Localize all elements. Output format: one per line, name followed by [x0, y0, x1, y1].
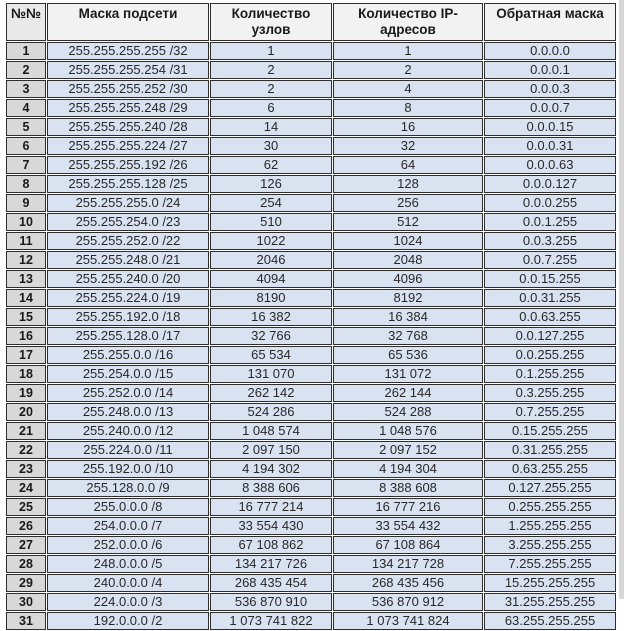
subnet-mask: 254.0.0.0 /7 — [47, 517, 209, 535]
wildcard-mask: 7.255.255.255 — [484, 555, 616, 573]
wildcard-mask: 63.255.255.255 — [484, 612, 616, 630]
host-count: 1 — [210, 42, 332, 60]
wildcard-mask: 0.0.31.255 — [484, 289, 616, 307]
header-row-number — [6, 3, 46, 41]
row-number: 31 — [6, 612, 46, 630]
table-row — [6, 593, 616, 611]
header-subnet-mask-label: Маска подсети — [78, 6, 178, 21]
table-row — [6, 42, 616, 60]
row-number: 29 — [6, 574, 46, 592]
table-row — [6, 536, 616, 554]
subnet-mask: 255.255.240.0 /20 — [47, 270, 209, 288]
row-number: 26 — [6, 517, 46, 535]
wildcard-mask: 0.127.255.255 — [484, 479, 616, 497]
subnet-mask: 255.255.255.254 /31 — [47, 61, 209, 79]
table-row — [6, 403, 616, 421]
ip-count: 131 072 — [333, 365, 483, 383]
ip-count: 16 384 — [333, 308, 483, 326]
table-row — [6, 289, 616, 307]
row-number: 23 — [6, 460, 46, 478]
row-number: 7 — [6, 156, 46, 174]
host-count: 524 286 — [210, 403, 332, 421]
table-row — [6, 251, 616, 269]
table-row — [6, 555, 616, 573]
ip-count: 8 388 608 — [333, 479, 483, 497]
header-wildcard-mask — [484, 3, 616, 41]
subnet-mask: 255.224.0.0 /11 — [47, 441, 209, 459]
table-row — [6, 346, 616, 364]
ip-count: 4096 — [333, 270, 483, 288]
table-row — [6, 441, 616, 459]
table-row — [6, 460, 616, 478]
row-number: 2 — [6, 61, 46, 79]
host-count: 33 554 430 — [210, 517, 332, 535]
wildcard-mask: 0.63.255.255 — [484, 460, 616, 478]
row-number: 10 — [6, 213, 46, 231]
ip-count: 256 — [333, 194, 483, 212]
header-row-number-label: №№ — [10, 6, 42, 21]
host-count: 2 — [210, 61, 332, 79]
ip-count: 8 — [333, 99, 483, 117]
wildcard-mask: 3.255.255.255 — [484, 536, 616, 554]
table-row — [6, 479, 616, 497]
row-number: 12 — [6, 251, 46, 269]
host-count: 4094 — [210, 270, 332, 288]
ip-count: 1 — [333, 42, 483, 60]
subnet-mask: 255.255.255.128 /25 — [47, 175, 209, 193]
subnet-mask: 255.254.0.0 /15 — [47, 365, 209, 383]
table-row — [6, 175, 616, 193]
row-number: 13 — [6, 270, 46, 288]
host-count: 126 — [210, 175, 332, 193]
host-count: 16 382 — [210, 308, 332, 326]
ip-count: 1 073 741 824 — [333, 612, 483, 630]
ip-count: 8192 — [333, 289, 483, 307]
header-host-count-label: Количество узлов — [231, 6, 311, 37]
host-count: 510 — [210, 213, 332, 231]
host-count: 30 — [210, 137, 332, 155]
table-row — [6, 422, 616, 440]
wildcard-mask: 0.15.255.255 — [484, 422, 616, 440]
wildcard-mask: 0.0.1.255 — [484, 213, 616, 231]
host-count: 2 — [210, 80, 332, 98]
wildcard-mask: 0.3.255.255 — [484, 384, 616, 402]
subnet-mask: 248.0.0.0 /5 — [47, 555, 209, 573]
wildcard-mask: 0.1.255.255 — [484, 365, 616, 383]
ip-count: 2 097 152 — [333, 441, 483, 459]
host-count: 2046 — [210, 251, 332, 269]
subnet-mask: 192.0.0.0 /2 — [47, 612, 209, 630]
wildcard-mask: 0.0.0.7 — [484, 99, 616, 117]
wildcard-mask: 0.0.0.127 — [484, 175, 616, 193]
subnet-mask: 255.255.192.0 /18 — [47, 308, 209, 326]
row-number: 19 — [6, 384, 46, 402]
table-row — [6, 612, 616, 630]
ip-count: 33 554 432 — [333, 517, 483, 535]
wildcard-mask: 0.0.3.255 — [484, 232, 616, 250]
table-row — [6, 308, 616, 326]
table-row — [6, 365, 616, 383]
host-count: 254 — [210, 194, 332, 212]
row-number: 8 — [6, 175, 46, 193]
subnet-mask: 255.255.128.0 /17 — [47, 327, 209, 345]
table-row — [6, 80, 616, 98]
row-number: 5 — [6, 118, 46, 136]
table-body — [6, 42, 616, 630]
ip-count: 134 217 728 — [333, 555, 483, 573]
ip-count: 4 194 304 — [333, 460, 483, 478]
subnet-mask: 255.255.255.224 /27 — [47, 137, 209, 155]
row-number: 11 — [6, 232, 46, 250]
header-row — [6, 3, 616, 41]
subnet-mask: 255.255.255.0 /24 — [47, 194, 209, 212]
row-number: 22 — [6, 441, 46, 459]
wildcard-mask: 0.0.0.3 — [484, 80, 616, 98]
ip-count: 524 288 — [333, 403, 483, 421]
row-number: 3 — [6, 80, 46, 98]
ip-count: 32 — [333, 137, 483, 155]
wildcard-mask: 0.0.0.255 — [484, 194, 616, 212]
table-row — [6, 384, 616, 402]
ip-count: 1024 — [333, 232, 483, 250]
wildcard-mask: 0.0.7.255 — [484, 251, 616, 269]
wildcard-mask: 1.255.255.255 — [484, 517, 616, 535]
ip-count: 64 — [333, 156, 483, 174]
row-number: 15 — [6, 308, 46, 326]
table-row — [6, 137, 616, 155]
row-number: 24 — [6, 479, 46, 497]
subnet-mask: 255.255.255.192 /26 — [47, 156, 209, 174]
wildcard-mask: 0.0.0.63 — [484, 156, 616, 174]
host-count: 2 097 150 — [210, 441, 332, 459]
row-number: 16 — [6, 327, 46, 345]
ip-count: 67 108 864 — [333, 536, 483, 554]
ip-count: 2048 — [333, 251, 483, 269]
table-row — [6, 61, 616, 79]
wildcard-mask: 15.255.255.255 — [484, 574, 616, 592]
host-count: 14 — [210, 118, 332, 136]
right-edge-strip — [619, 0, 624, 599]
subnet-mask: 224.0.0.0 /3 — [47, 593, 209, 611]
subnet-mask: 240.0.0.0 /4 — [47, 574, 209, 592]
ip-count: 262 144 — [333, 384, 483, 402]
row-number: 28 — [6, 555, 46, 573]
host-count: 134 217 726 — [210, 555, 332, 573]
subnet-mask: 255.255.254.0 /23 — [47, 213, 209, 231]
ip-count: 16 — [333, 118, 483, 136]
wildcard-mask: 0.0.0.0 — [484, 42, 616, 60]
wildcard-mask: 0.0.127.255 — [484, 327, 616, 345]
table-row — [6, 270, 616, 288]
wildcard-mask: 0.255.255.255 — [484, 498, 616, 516]
subnet-mask: 255.0.0.0 /8 — [47, 498, 209, 516]
host-count: 262 142 — [210, 384, 332, 402]
wildcard-mask: 0.0.0.1 — [484, 61, 616, 79]
ip-count: 16 777 216 — [333, 498, 483, 516]
wildcard-mask: 0.0.0.15 — [484, 118, 616, 136]
host-count: 4 194 302 — [210, 460, 332, 478]
row-number: 25 — [6, 498, 46, 516]
table-row — [6, 118, 616, 136]
subnet-mask: 255.252.0.0 /14 — [47, 384, 209, 402]
subnet-mask: 255.255.255.255 /32 — [47, 42, 209, 60]
subnet-mask: 255.255.255.252 /30 — [47, 80, 209, 98]
wildcard-mask: 0.0.0.31 — [484, 137, 616, 155]
host-count: 32 766 — [210, 327, 332, 345]
table-row — [6, 194, 616, 212]
host-count: 8190 — [210, 289, 332, 307]
row-number: 4 — [6, 99, 46, 117]
subnet-mask: 255.248.0.0 /13 — [47, 403, 209, 421]
host-count: 536 870 910 — [210, 593, 332, 611]
ip-count: 536 870 912 — [333, 593, 483, 611]
table-row — [6, 498, 616, 516]
subnet-mask: 252.0.0.0 /6 — [47, 536, 209, 554]
row-number: 9 — [6, 194, 46, 212]
row-number: 21 — [6, 422, 46, 440]
header-subnet-mask — [47, 3, 209, 41]
wildcard-mask: 31.255.255.255 — [484, 593, 616, 611]
ip-count: 32 768 — [333, 327, 483, 345]
host-count: 16 777 214 — [210, 498, 332, 516]
wildcard-mask: 0.7.255.255 — [484, 403, 616, 421]
table-row — [6, 327, 616, 345]
host-count: 62 — [210, 156, 332, 174]
ip-count: 1 048 576 — [333, 422, 483, 440]
row-number: 6 — [6, 137, 46, 155]
row-number: 1 — [6, 42, 46, 60]
host-count: 1 048 574 — [210, 422, 332, 440]
header-host-count — [210, 3, 332, 41]
subnet-mask: 255.255.0.0 /16 — [47, 346, 209, 364]
host-count: 67 108 862 — [210, 536, 332, 554]
table-header — [6, 3, 616, 41]
table-row — [6, 213, 616, 231]
ip-count: 65 536 — [333, 346, 483, 364]
table-row — [6, 232, 616, 250]
header-ip-count-label: Количество IP-адресов — [358, 6, 458, 37]
host-count: 131 070 — [210, 365, 332, 383]
ip-count: 512 — [333, 213, 483, 231]
wildcard-mask: 0.0.255.255 — [484, 346, 616, 364]
subnet-mask: 255.255.252.0 /22 — [47, 232, 209, 250]
ip-count: 4 — [333, 80, 483, 98]
wildcard-mask: 0.0.15.255 — [484, 270, 616, 288]
subnet-mask: 255.128.0.0 /9 — [47, 479, 209, 497]
header-ip-count — [333, 3, 483, 41]
row-number: 20 — [6, 403, 46, 421]
table-row — [6, 574, 616, 592]
subnet-mask: 255.255.255.240 /28 — [47, 118, 209, 136]
subnet-mask-table — [5, 2, 617, 631]
table-row — [6, 517, 616, 535]
ip-count: 2 — [333, 61, 483, 79]
row-number: 27 — [6, 536, 46, 554]
host-count: 6 — [210, 99, 332, 117]
subnet-mask: 255.255.248.0 /21 — [47, 251, 209, 269]
row-number: 18 — [6, 365, 46, 383]
row-number: 14 — [6, 289, 46, 307]
subnet-mask: 255.255.255.248 /29 — [47, 99, 209, 117]
table-row — [6, 156, 616, 174]
wildcard-mask: 0.31.255.255 — [484, 441, 616, 459]
wildcard-mask: 0.0.63.255 — [484, 308, 616, 326]
host-count: 8 388 606 — [210, 479, 332, 497]
subnet-mask: 255.255.224.0 /19 — [47, 289, 209, 307]
row-number: 17 — [6, 346, 46, 364]
ip-count: 128 — [333, 175, 483, 193]
host-count: 268 435 454 — [210, 574, 332, 592]
subnet-mask: 255.192.0.0 /10 — [47, 460, 209, 478]
ip-count: 268 435 456 — [333, 574, 483, 592]
row-number: 30 — [6, 593, 46, 611]
host-count: 1 073 741 822 — [210, 612, 332, 630]
subnet-mask: 255.240.0.0 /12 — [47, 422, 209, 440]
host-count: 1022 — [210, 232, 332, 250]
header-wildcard-mask-label: Обратная маска — [496, 6, 604, 21]
table-row — [6, 99, 616, 117]
host-count: 65 534 — [210, 346, 332, 364]
